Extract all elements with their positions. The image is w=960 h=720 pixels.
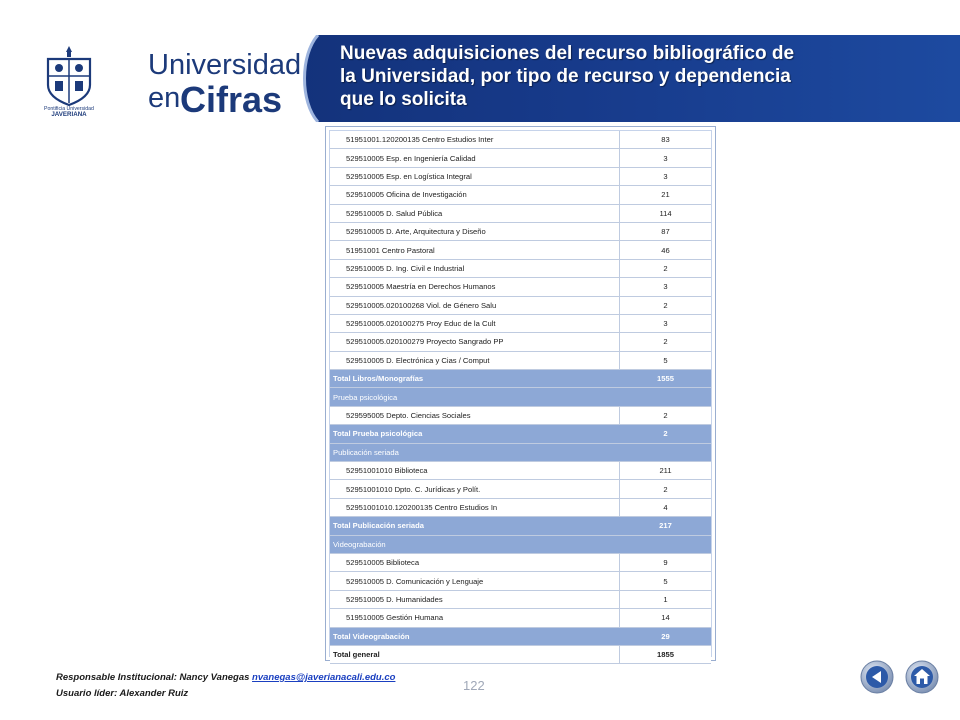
row-value: 5 [663, 576, 668, 586]
row-value [620, 444, 711, 461]
row-label: Total Videograbación [330, 628, 620, 645]
home-icon[interactable] [905, 660, 939, 694]
table-row [330, 462, 711, 480]
row-value: 211 [659, 466, 672, 476]
brand-cifras: Cifras [180, 79, 283, 120]
row-value: 83 [661, 135, 670, 145]
row-value: 2 [663, 429, 668, 439]
row-label: 529510005.020100268 Viol. de Género Salu [330, 297, 620, 314]
table-row [330, 554, 711, 572]
row-label: 529510005 Esp. en Logística Integral [330, 168, 620, 185]
row-value [620, 388, 711, 405]
title-line-1: Nuevas adquisiciones del recurso bibliográfico de [340, 43, 795, 64]
row-value: 4 [663, 503, 668, 512]
table-row [330, 186, 711, 204]
row-label: 529510005.020100275 Proy Educ de la Cult [330, 315, 620, 332]
total-row [330, 517, 711, 535]
table-row [330, 591, 711, 609]
row-value: 114 [659, 208, 672, 218]
table-row [330, 480, 711, 498]
row-label: Total Prueba psicológica [330, 425, 620, 442]
back-arrow-icon[interactable] [860, 660, 894, 694]
row-value: 29 [661, 631, 670, 641]
row-label: Total Publicación seriada [330, 517, 620, 534]
row-label: 52951001010.120200135 Centro Estudios In [330, 499, 620, 516]
row-label: Prueba psicológica [330, 388, 620, 405]
table-row [330, 407, 711, 425]
university-seal-icon [38, 43, 100, 117]
brand-en: en [148, 82, 181, 114]
table-row [330, 223, 711, 241]
section-row [330, 536, 711, 554]
svg-text:Pontificia Universidad: Pontificia Universidad [44, 106, 94, 112]
row-value: 1555 [657, 374, 674, 384]
row-label: 529510005 Maestría en Derechos Humanos [330, 278, 620, 295]
table-row [330, 499, 711, 517]
row-value: 9 [663, 558, 668, 568]
row-value: 1 [663, 594, 668, 604]
total-row [330, 628, 711, 646]
page-number: 122 [463, 678, 485, 693]
row-value: 2 [663, 484, 668, 494]
row-label: Publicación seriada [330, 444, 620, 461]
table-row [330, 168, 711, 186]
section-row [330, 388, 711, 406]
title-line-2: la Universidad, por tipo de recurso y dependencia [340, 66, 791, 87]
table-row [330, 572, 711, 590]
row-value: 3 [663, 282, 668, 292]
row-value: 5 [663, 355, 668, 365]
row-value: 87 [661, 227, 670, 237]
row-label: 529510005 D. Ing. Civil e Industrial [330, 260, 620, 277]
row-label: 52951001010 Biblioteca [330, 462, 620, 479]
table-row [330, 241, 711, 259]
table-row [330, 205, 711, 223]
row-value: 2 [663, 337, 668, 347]
row-label: 52951001010 Dpto. C. Jurídicas y Polít. [330, 480, 620, 497]
table-row [330, 260, 711, 278]
total-row [330, 370, 711, 388]
table-row [330, 609, 711, 627]
table-row [330, 149, 711, 167]
row-value: 2 [663, 411, 668, 421]
row-label: 51951001 Centro Pastoral [330, 241, 620, 258]
svg-text:JAVERIANA: JAVERIANA [51, 111, 87, 117]
header-banner [0, 35, 960, 122]
row-label: 529510005 D. Electrónica y Cias / Comput [330, 352, 620, 369]
responsible-email-link[interactable]: nvanegas@javerianacali.edu.co [252, 672, 396, 683]
row-label: 529510005.020100279 Proyecto Sangrado PP [330, 333, 620, 350]
brand-universidad: Universidad [148, 49, 302, 81]
row-label: Total Libros/Monografías [330, 370, 620, 387]
footer-credits [56, 670, 395, 702]
table-row [330, 333, 711, 351]
leader-line: Usuario líder: Alexander Ruiz [56, 688, 189, 699]
row-value: 3 [663, 319, 668, 329]
row-label: 529510005 D. Salud Pública [330, 205, 620, 222]
row-label: 529510005 D. Arte, Arquitectura y Diseño [330, 223, 620, 240]
table-row [330, 315, 711, 333]
row-value: 1855 [657, 650, 674, 660]
responsible-line [56, 670, 395, 686]
row-label: 529595005 Depto. Ciencias Sociales [330, 407, 620, 424]
row-label: 529510005 Esp. en Ingeniería Calidad [330, 149, 620, 166]
responsible-label: Responsable Institucional: Nancy Vanegas [56, 672, 250, 683]
row-value: 21 [661, 190, 670, 200]
row-label: 51951001.120200135 Centro Estudios Inter [330, 131, 620, 148]
section-row [330, 444, 711, 462]
row-label: 529510005 Oficina de Investigación [330, 186, 620, 203]
table-row [330, 352, 711, 370]
row-label: 519510005 Gestión Humana [330, 609, 620, 626]
grand-row [330, 646, 711, 664]
row-label: Total general [330, 646, 620, 663]
page-title [340, 42, 950, 111]
row-label: 529510005 D. Comunicación y Lenguaje [330, 572, 620, 589]
acquisitions-table [325, 126, 716, 661]
row-label: 529510005 Biblioteca [330, 554, 620, 571]
table-body [329, 130, 712, 660]
row-value: 46 [661, 245, 670, 255]
table-row [330, 297, 711, 315]
total-row [330, 425, 711, 443]
row-label: 529510005 D. Humanidades [330, 591, 620, 608]
row-label: Videograbación [330, 536, 620, 553]
table-row [330, 278, 711, 296]
row-value: 3 [663, 153, 668, 163]
table-row [330, 131, 711, 149]
row-value: 2 [663, 300, 668, 310]
title-line-3: que lo solicita [340, 89, 467, 110]
row-value: 2 [663, 263, 668, 273]
row-value: 14 [661, 613, 670, 623]
row-value [620, 536, 711, 553]
row-value: 217 [659, 521, 672, 531]
row-value: 3 [663, 171, 668, 181]
